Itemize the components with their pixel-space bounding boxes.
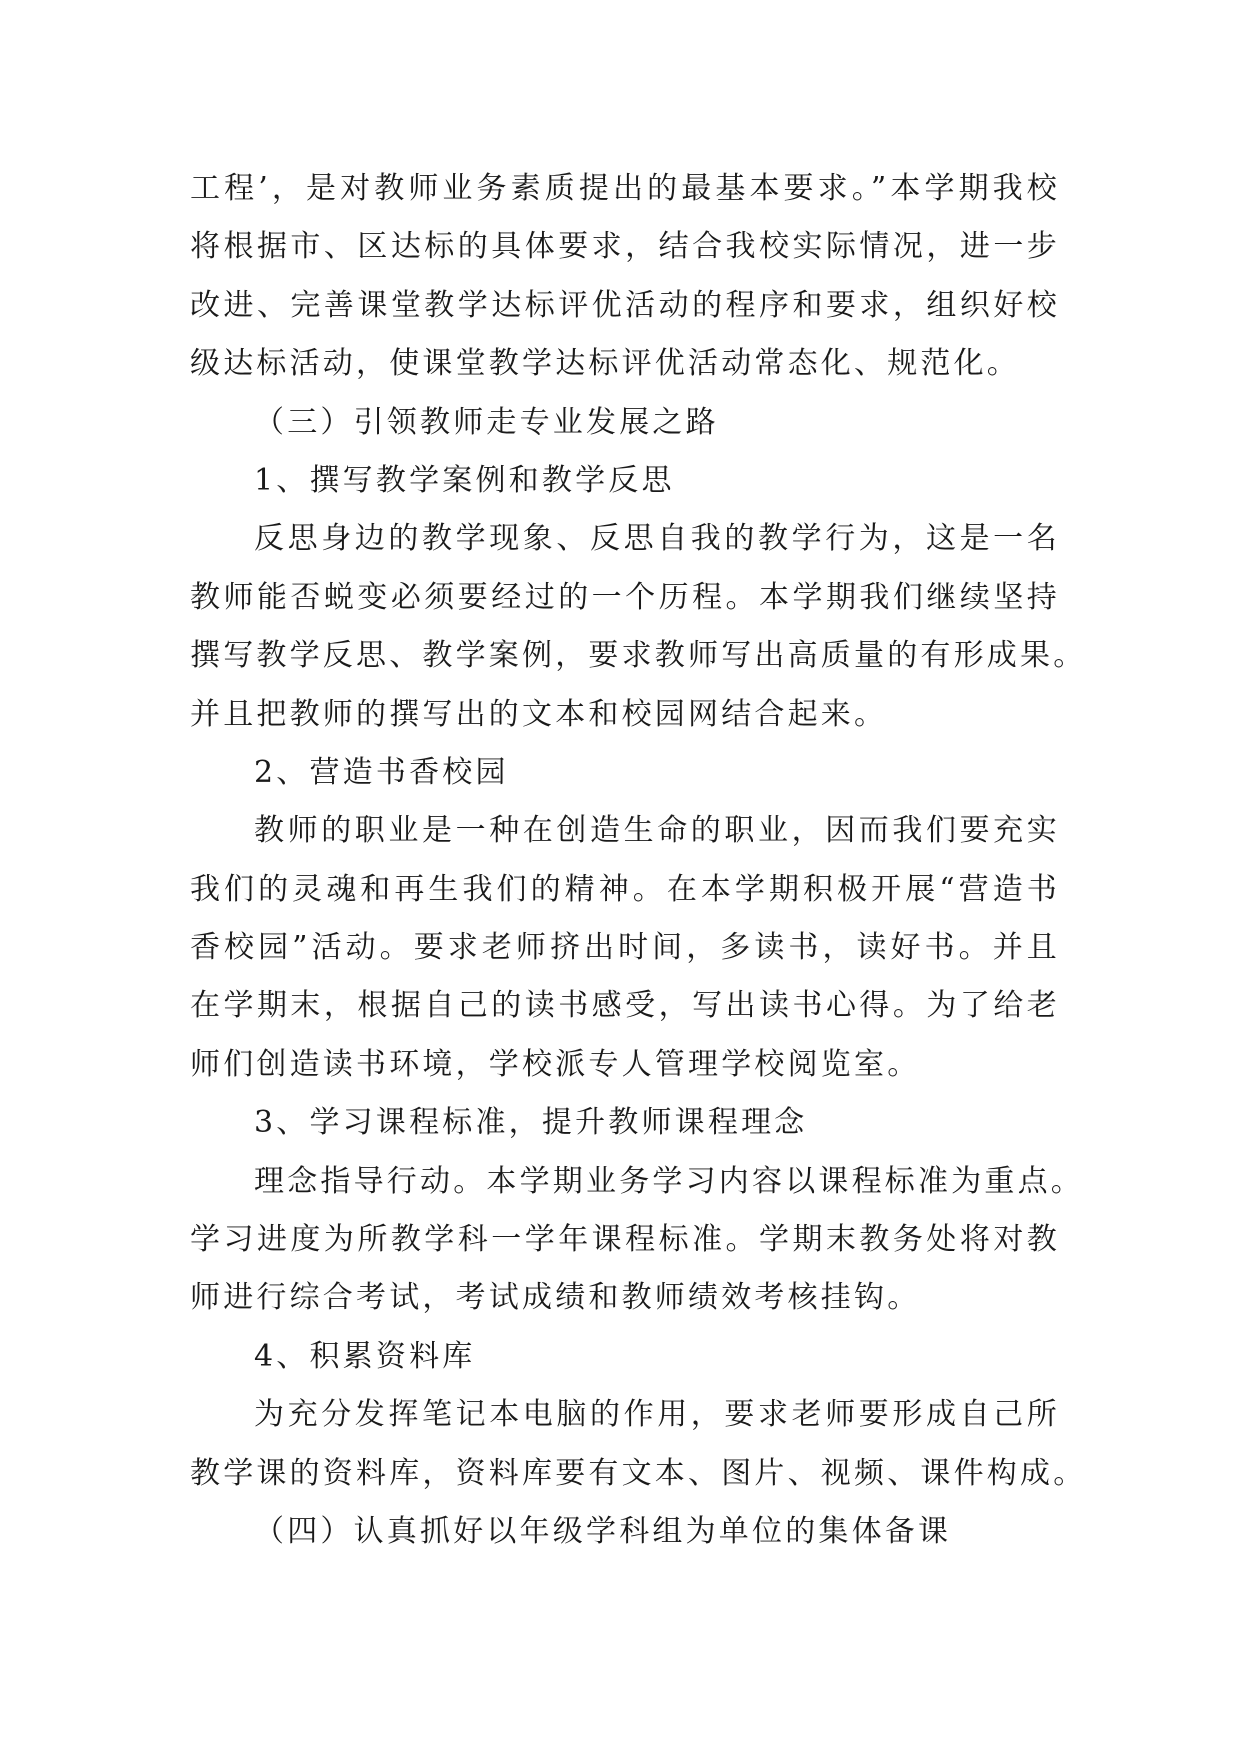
paragraph-line: 师们创造读书环境，学校派专人管理学校阅览室。: [190, 1046, 921, 1082]
paragraph-line: 级达标活动，使课堂教学达标评优活动常态化、规范化。: [190, 346, 1020, 382]
paragraph-line: 师进行综合考试，考试成绩和教师绩效考核挂钩。: [190, 1280, 921, 1316]
section-heading: （四）认真抓好以年级学科组为单位的集体备课: [254, 1513, 952, 1549]
paragraph-line: 香校园”活动。要求老师挤出时间，多读书，读好书。并且: [190, 930, 1060, 966]
subsection-heading: 3、学习课程标准，提升教师课程理念: [254, 1105, 808, 1141]
paragraph-line: 工程’，是对教师业务素质提出的最基本要求。”本学期我校: [190, 171, 1060, 206]
subsection-heading: 4、积累资料库: [254, 1338, 476, 1374]
subsection-heading: 1、撰写教学案例和教学反思: [254, 462, 675, 498]
paragraph-line: 我们的灵魂和再生我们的精神。在本学期积极开展“营造书: [190, 871, 1060, 907]
paragraph-line: 改进、完善课堂教学达标评优活动的程序和要求，组织好校: [190, 287, 1060, 323]
paragraph-line: 为充分发挥笔记本电脑的作用，要求老师要形成自己所: [254, 1397, 1060, 1433]
subsection-heading: 2、营造书香校园: [254, 754, 509, 790]
paragraph-line: 将根据市、区达标的具体要求，结合我校实际情况，进一步: [190, 229, 1060, 265]
paragraph-line: 教师的职业是一种在创造生命的职业，因而我们要充实: [254, 813, 1060, 849]
section-heading: （三）引领教师走专业发展之路: [254, 404, 719, 440]
body-text: [190, 160, 1087, 1561]
paragraph-line: 在学期末，根据自己的读书感受，写出读书心得。为了给老: [190, 988, 1060, 1024]
paragraph-line: 学习进度为所教学科一学年课程标准。学期末教务处将对教: [190, 1222, 1060, 1258]
paragraph-line: 并且把教师的撰写出的文本和校园网结合起来。: [190, 696, 888, 732]
paragraph-line: 教学课的资料库，资料库要有文本、图片、视频、课件构成。: [190, 1455, 1087, 1491]
paragraph-line: 反思身边的教学现象、反思自我的教学行为，这是一名: [254, 521, 1060, 557]
paragraph-line: 撰写教学反思、教学案例，要求教师写出高质量的有形成果。: [190, 638, 1087, 674]
paragraph-line: 教师能否蜕变必须要经过的一个历程。本学期我们继续坚持: [190, 579, 1060, 615]
paragraph-line: 理念指导行动。本学期业务学习内容以课程标准为重点。: [254, 1163, 1084, 1199]
